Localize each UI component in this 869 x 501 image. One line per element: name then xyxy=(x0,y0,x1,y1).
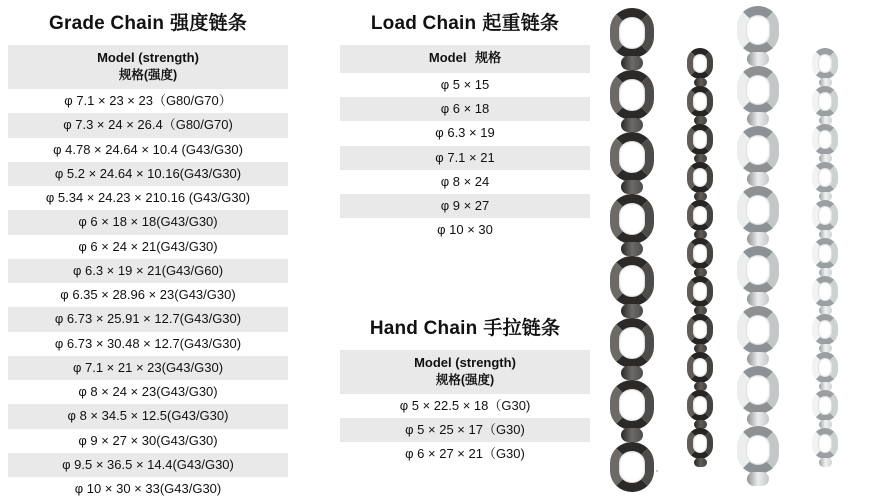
chain-link-horizontal xyxy=(621,118,643,132)
grade-chain-header-cn: 规格(强度) xyxy=(118,67,178,82)
table-row xyxy=(8,210,288,234)
grade-chain-row-9: φ 6.73 × 25.91 × 12.7(G43/G30) xyxy=(54,311,242,327)
grade-chain-row-1: φ 7.3 × 24 × 26.4（G80/G70) xyxy=(63,117,233,133)
grade-chain-row-6: φ 6 × 24 × 21(G43/G30) xyxy=(78,238,218,254)
hand-chain-header-en: Model (strength) xyxy=(414,354,516,370)
chain-link-vertical xyxy=(610,70,654,120)
table-row xyxy=(8,380,288,404)
table-row xyxy=(8,404,288,428)
table-row xyxy=(8,89,288,113)
chain-link-vertical xyxy=(610,132,654,182)
load-chain-title xyxy=(340,8,590,35)
table-header-row xyxy=(340,45,590,73)
chain-link-vertical xyxy=(687,86,713,117)
table-row xyxy=(8,162,288,186)
chain-link-horizontal xyxy=(747,352,769,366)
grade-chain-row-8: φ 6.35 × 28.96 × 23(G43/G30) xyxy=(60,287,236,303)
chain-link-vertical xyxy=(737,426,779,474)
grade-chain-header-cell xyxy=(8,45,288,89)
hand-chain-header-cell xyxy=(340,350,590,394)
chain-link-horizontal xyxy=(621,180,643,194)
chain-link-vertical xyxy=(737,66,779,114)
chain-link-vertical xyxy=(687,162,713,193)
chain-link-horizontal xyxy=(747,172,769,186)
hand-chain-table xyxy=(340,350,590,467)
table-row xyxy=(8,453,288,477)
chain-link-vertical xyxy=(737,186,779,234)
chain-link-vertical xyxy=(610,256,654,306)
load-chain-title-cn: 起重链条 xyxy=(482,13,560,34)
chain-link-vertical xyxy=(687,238,713,269)
table-row xyxy=(340,170,590,194)
hand-chain-section xyxy=(340,313,590,467)
table-row xyxy=(340,121,590,145)
chain-link-horizontal xyxy=(621,242,643,256)
grade-chain-title xyxy=(8,8,288,35)
chain-link-vertical xyxy=(610,318,654,368)
chain-link-vertical xyxy=(812,238,838,269)
chain-link-vertical xyxy=(687,314,713,345)
grade-chain-row-16: φ 10 × 30 × 33(G43/G30) xyxy=(74,481,222,497)
load-chain-row-5: φ 9 × 27 xyxy=(440,198,490,214)
chain-link-horizontal xyxy=(747,52,769,66)
grade-chain-table xyxy=(8,45,288,501)
chain-link-vertical xyxy=(812,276,838,307)
load-chain-row-2: φ 6.3 × 19 xyxy=(435,125,495,141)
chain-link-horizontal xyxy=(819,458,832,467)
chain-link-vertical xyxy=(812,48,838,79)
chain-link-vertical xyxy=(812,86,838,117)
load-chain-row-0: φ 5 × 15 xyxy=(440,76,490,92)
table-row xyxy=(8,356,288,380)
chain-link-horizontal xyxy=(747,292,769,306)
grade-chain-row-7: φ 6.3 × 19 × 21(G43/G60) xyxy=(72,262,224,278)
table-row xyxy=(340,218,590,242)
chain-link-vertical xyxy=(812,124,838,155)
chain-link-vertical xyxy=(610,442,654,492)
load-chain-row-6: φ 10 × 30 xyxy=(437,222,493,238)
chain-link-vertical xyxy=(610,380,654,430)
grade-chain-row-3: φ 5.2 × 24.64 × 10.16(G43/G30) xyxy=(54,165,242,181)
chain-link-horizontal xyxy=(747,412,769,426)
chain-link-vertical xyxy=(812,428,838,459)
table-row xyxy=(340,418,590,442)
table-row xyxy=(340,442,590,466)
table-row xyxy=(8,429,288,453)
table-row xyxy=(8,235,288,259)
table-row xyxy=(340,194,590,218)
grade-chain-section xyxy=(8,4,288,501)
hand-chain-header-cn: 规格(强度) xyxy=(435,372,495,387)
load-and-hand-chain-sections xyxy=(340,4,590,467)
load-chain-header-cell xyxy=(340,45,590,73)
grade-chain-header-en: Model (strength) xyxy=(97,50,199,65)
chain-link-horizontal xyxy=(621,366,643,380)
grade-chain-row-15: φ 9.5 × 36.5 × 14.4(G43/G30) xyxy=(62,456,234,472)
grade-chain-row-0: φ 7.1 × 23 × 23（G80/G70） xyxy=(64,93,232,109)
chain-link-vertical xyxy=(687,200,713,231)
grade-chain-row-10: φ 6.73 × 30.48 × 12.7(G43/G30) xyxy=(54,335,242,351)
chain-link-vertical xyxy=(737,366,779,414)
chain-link-horizontal xyxy=(747,232,769,246)
load-chain-header-en: Model xyxy=(428,50,467,65)
hand-chain-row-1: φ 5 × 25 × 17（G30) xyxy=(405,422,525,438)
table-row xyxy=(8,138,288,162)
chain-link-horizontal xyxy=(747,472,769,486)
chain-link-vertical xyxy=(737,126,779,174)
grade-chain-row-4: φ 5.34 × 24.23 × 210.16 (G43/G30) xyxy=(45,190,251,206)
grade-chain-row-14: φ 9 × 27 × 30(G43/G30) xyxy=(78,432,218,448)
grade-chain-title-en: Grade Chain xyxy=(49,13,165,34)
chain-link-vertical xyxy=(687,124,713,155)
chain-link-horizontal xyxy=(621,304,643,318)
table-header-row xyxy=(340,350,590,394)
table-row xyxy=(8,283,288,307)
table-row xyxy=(8,186,288,210)
grade-chain-row-13: φ 8 × 34.5 × 12.5(G43/G30) xyxy=(67,408,229,424)
chain-link-vertical xyxy=(812,352,838,383)
chain-link-vertical xyxy=(610,8,654,58)
chain-link-horizontal xyxy=(747,112,769,126)
table-row xyxy=(8,307,288,331)
table-header-row xyxy=(8,45,288,89)
grade-chain-row-2: φ 4.78 × 24.64 × 10.4 (G43/G30) xyxy=(53,141,243,157)
chain-link-vertical xyxy=(812,162,838,193)
table-row xyxy=(340,97,590,121)
table-row xyxy=(340,73,590,97)
table-row xyxy=(8,477,288,501)
grade-chain-row-5: φ 6 × 18 × 18(G43/G30) xyxy=(78,214,218,230)
chain-link-horizontal xyxy=(621,56,643,70)
table-row xyxy=(8,113,288,137)
chain-link-vertical xyxy=(812,200,838,231)
chain-link-vertical xyxy=(687,276,713,307)
scan-speck xyxy=(656,470,658,472)
load-chain-section xyxy=(340,8,590,243)
table-row xyxy=(8,259,288,283)
chain-link-horizontal xyxy=(694,458,707,467)
chain-link-vertical xyxy=(737,6,779,54)
table-row xyxy=(8,332,288,356)
hand-chain-row-2: φ 6 × 27 × 21（G30) xyxy=(405,446,525,462)
load-chain-header-cn: 规格 xyxy=(475,50,502,65)
hand-chain-title-cn: 手拉链条 xyxy=(483,317,561,339)
chain-link-vertical xyxy=(812,314,838,345)
chain-link-vertical xyxy=(687,48,713,79)
load-chain-table xyxy=(340,45,590,243)
grade-chain-row-12: φ 8 × 24 × 23(G43/G30) xyxy=(78,384,218,400)
table-row xyxy=(340,394,590,418)
load-chain-row-4: φ 8 × 24 xyxy=(440,173,490,189)
grade-chain-title-cn: 强度链条 xyxy=(170,13,247,34)
chain-link-vertical xyxy=(610,194,654,244)
chain-link-vertical xyxy=(812,390,838,421)
load-chain-row-1: φ 6 × 18 xyxy=(440,101,490,117)
chain-link-vertical xyxy=(737,306,779,354)
grade-chain-row-11: φ 7.1 × 21 × 23(G43/G30) xyxy=(72,359,224,375)
load-chain-row-3: φ 7.1 × 21 xyxy=(435,149,495,165)
hand-chain-row-0: φ 5 × 22.5 × 18（G30) xyxy=(399,397,531,413)
hand-chain-title xyxy=(340,313,590,340)
table-row xyxy=(340,146,590,170)
chain-link-vertical xyxy=(687,390,713,421)
chain-link-horizontal xyxy=(621,428,643,442)
hand-chain-title-en: Hand Chain xyxy=(369,317,478,339)
chain-link-vertical xyxy=(687,352,713,383)
chain-link-vertical xyxy=(737,246,779,294)
chain-link-vertical xyxy=(687,428,713,459)
chain-photos xyxy=(596,0,869,501)
load-chain-title-en: Load Chain xyxy=(370,13,477,34)
